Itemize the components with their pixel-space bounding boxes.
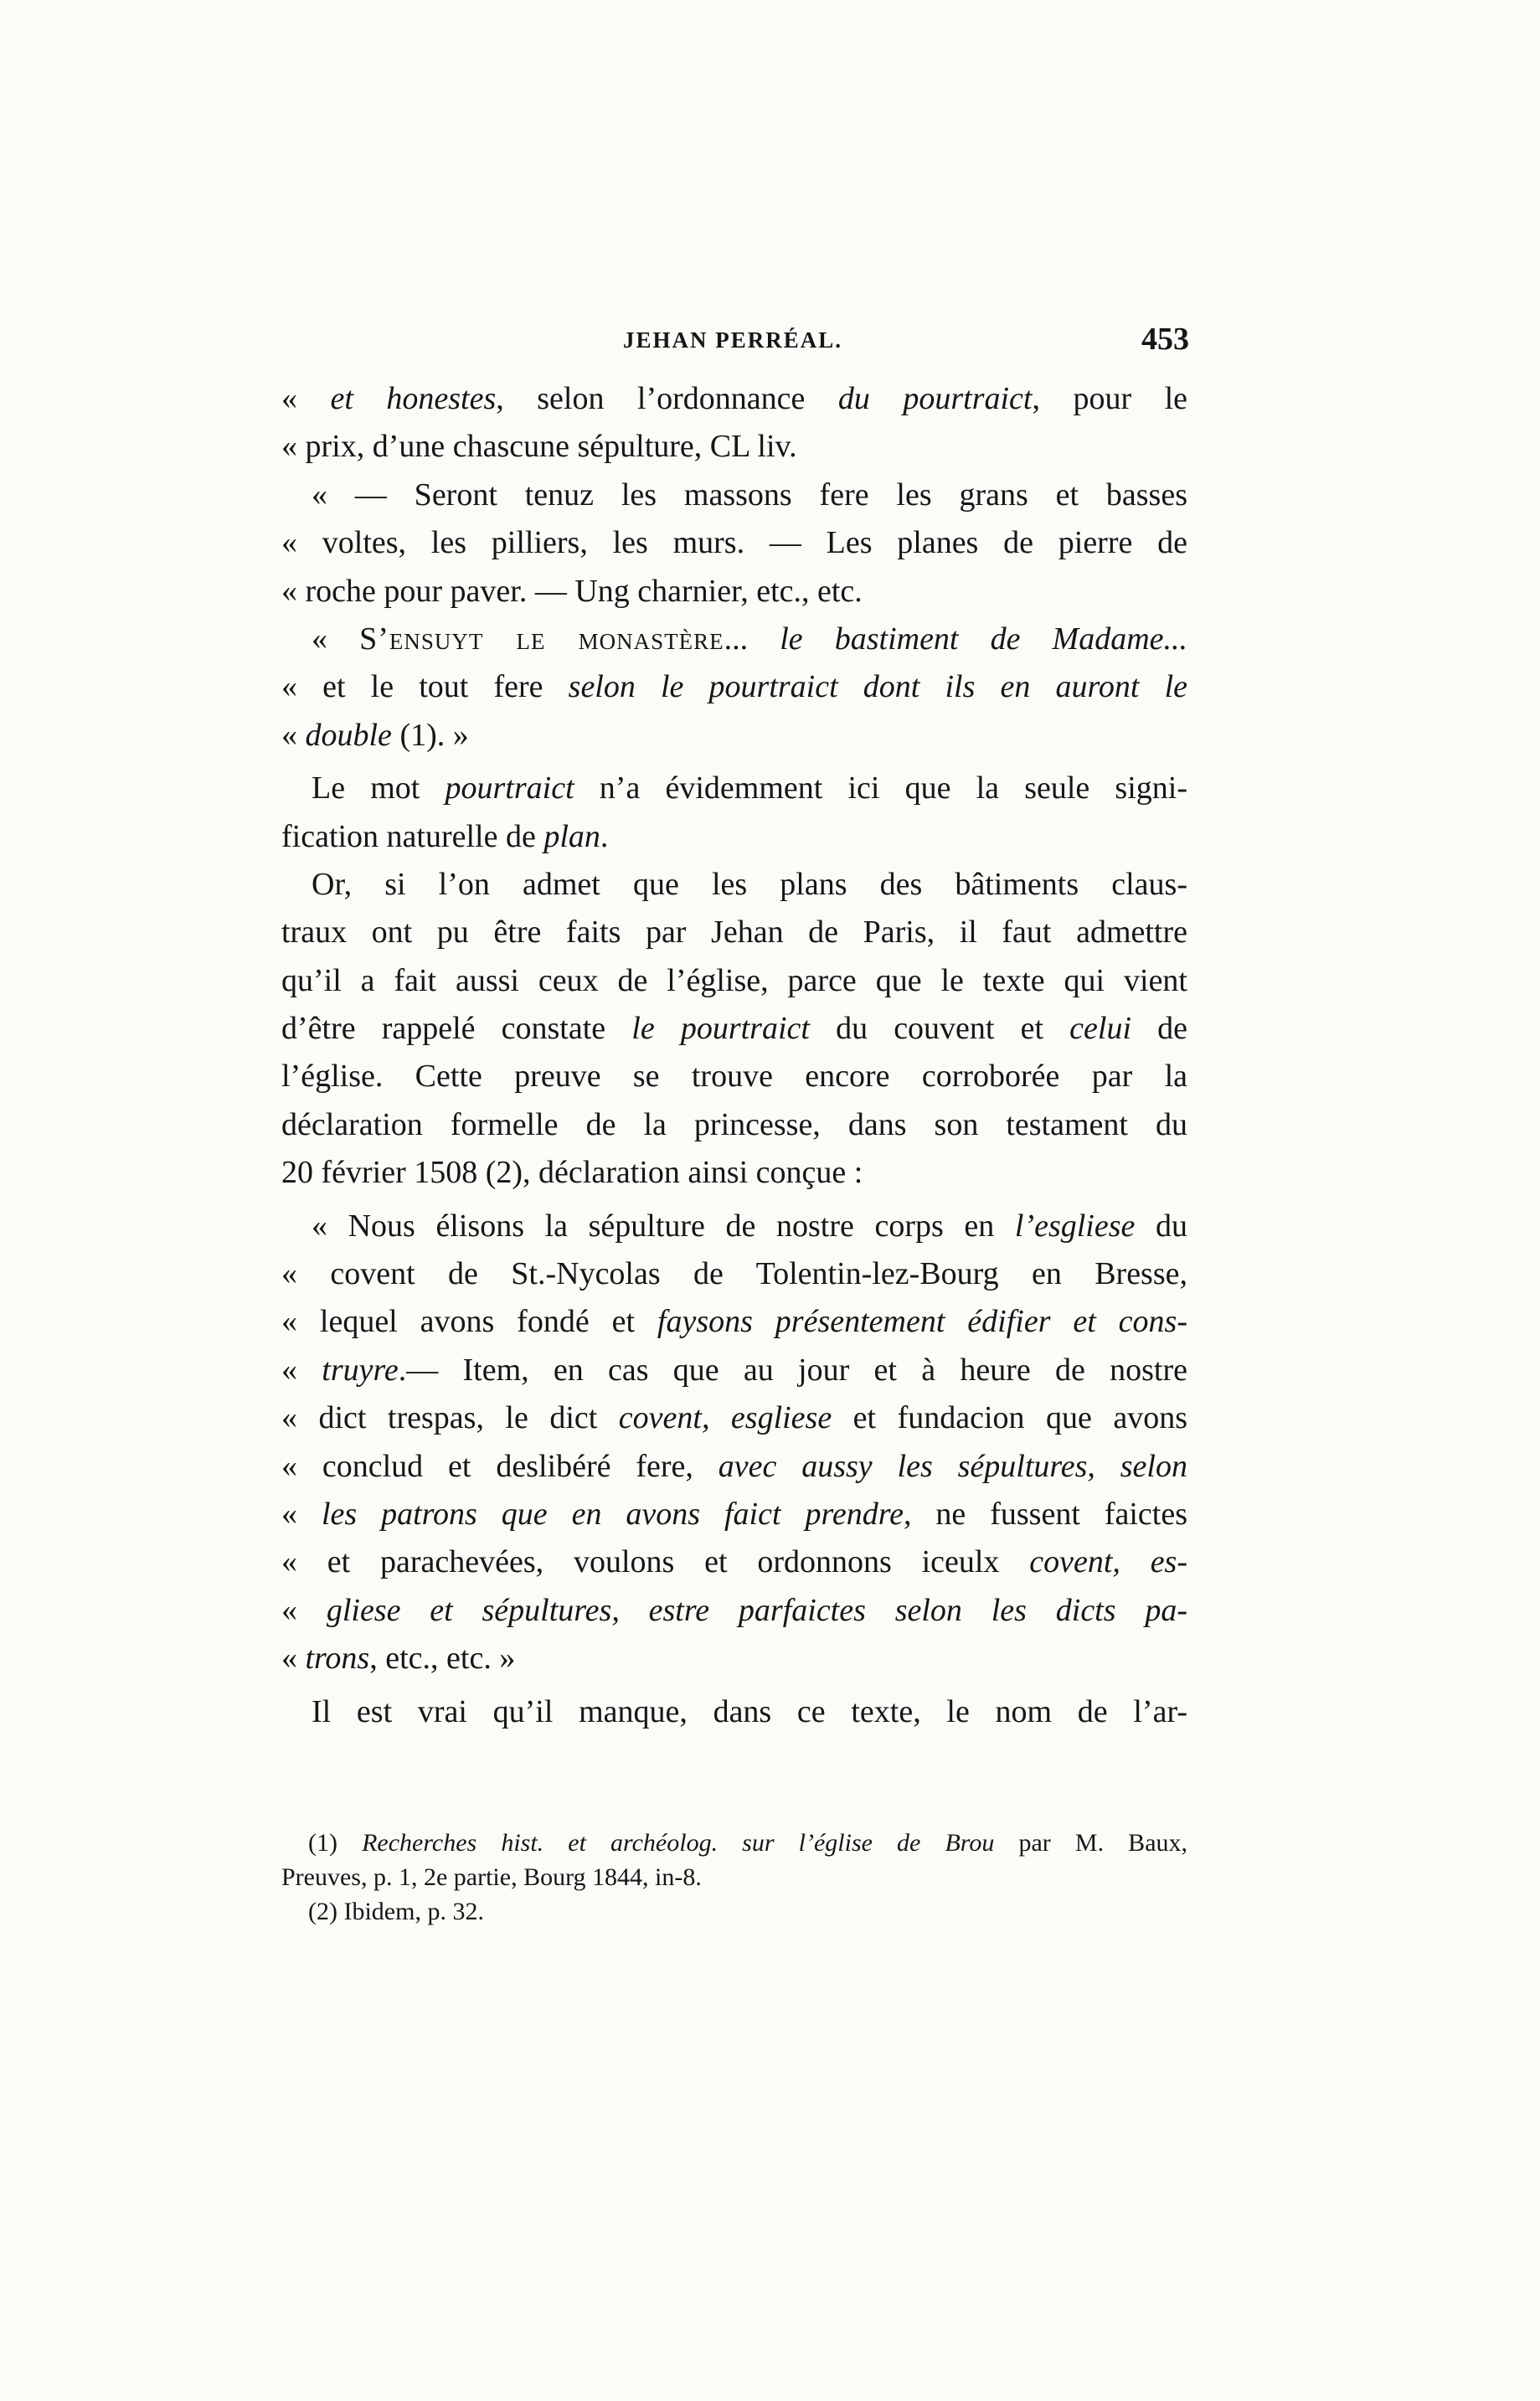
text-line: « S’ensuyt le monastère... le bastiment de Madame... xyxy=(312,621,1187,657)
text-line: « et honestes, selon l’ordonnance du pourtraict, pour le xyxy=(281,381,1187,416)
text-line: « et le tout fere selon le pourtraict dont ils en auront le xyxy=(281,669,1187,705)
text-line: « les patrons que en avons faict prendre, ne fussent faictes xyxy=(281,1496,1187,1532)
footnote-2: (2) Ibidem, p. 32. xyxy=(308,1898,484,1925)
text-line: Or, si l’on admet que les plans des bâtiments claus- xyxy=(312,866,1187,902)
text-line: l’église. Cette preuve se trouve encore corroborée par la xyxy=(281,1059,1187,1095)
text-line: 20 février 1508 (2), déclaration ainsi conçue : xyxy=(281,1155,863,1191)
text-line: « gliese et sépultures, estre parfaictes selon les dicts pa- xyxy=(281,1592,1187,1628)
text-line: qu’il a fait aussi ceux de l’église, parce que le texte qui vient xyxy=(281,962,1187,998)
main-text xyxy=(281,375,1187,1736)
text-line: « — Seront tenuz les massons fere les grans et basses xyxy=(312,477,1187,513)
text-line: « dict trespas, le dict covent, esgliese et fundacion que avons xyxy=(281,1400,1187,1436)
text-line: déclaration formelle de la princesse, dans son testament du xyxy=(281,1106,1187,1142)
footnote-1-cont: Preuves, p. 1, 2e partie, Bourg 1844, in-8. xyxy=(281,1863,702,1891)
text-line: « double (1). » xyxy=(281,717,469,753)
page-number: 453 xyxy=(1141,322,1189,357)
text-line: « conclud et deslibéré fere, avec aussy les sépultures, selon xyxy=(281,1448,1187,1484)
text-line: fication naturelle de plan. xyxy=(281,818,609,854)
text-line: « roche pour paver. — Ung charnier, etc., etc. xyxy=(281,573,863,609)
text-line: Le mot pourtraict n’a évidemment ici que la seule signi- xyxy=(312,770,1187,806)
text-line: « covent de St.-Nycolas de Tolentin-lez-Bourg en Bresse, xyxy=(281,1256,1187,1292)
text-line: « trons, etc., etc. » xyxy=(281,1641,516,1677)
text-line: Il est vrai qu’il manque, dans ce texte, le nom de l’ar- xyxy=(312,1693,1187,1729)
text-line: « lequel avons fondé et faysons présentement édifier et cons- xyxy=(281,1304,1187,1340)
text-line: « truyre.— Item, en cas que au jour et à heure de nostre xyxy=(281,1352,1187,1388)
footnote-1: (1) Recherches hist. et archéolog. sur l’église de Brou par M. Baux, xyxy=(308,1829,1188,1857)
footnotes xyxy=(281,1826,1187,1929)
text-line: « Nous élisons la sépulture de nostre corps en l’esgliese du xyxy=(312,1208,1187,1244)
text-line: « et parachevées, voulons et ordonnons iceulx covent, es- xyxy=(281,1544,1187,1580)
text-line: « voltes, les pilliers, les murs. — Les planes de pierre de xyxy=(281,525,1187,561)
text-line: traux ont pu être faits par Jehan de Paris, il faut admettre xyxy=(281,915,1187,951)
text-line: d’être rappelé constate le pourtraict du couvent et celui de xyxy=(281,1011,1187,1047)
page-header xyxy=(285,321,1189,371)
text-line: « prix, d’une chascune sépulture, CL liv. xyxy=(281,429,797,465)
running-title: JEHAN PERRÉAL. xyxy=(623,327,843,353)
